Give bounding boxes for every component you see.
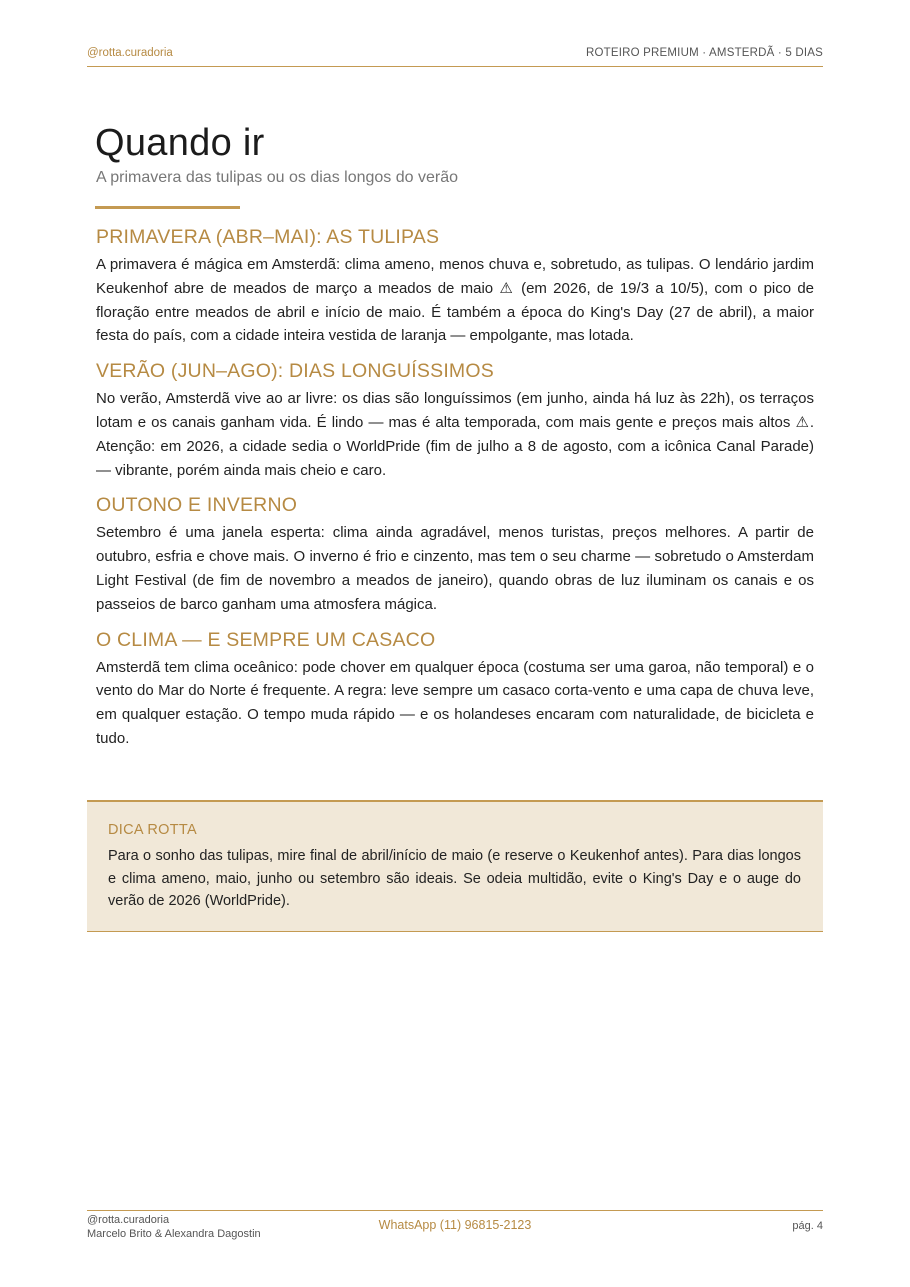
section-spring — [96, 226, 814, 348]
tip-title: DICA ROTTA — [108, 822, 197, 838]
section-climate — [96, 629, 814, 751]
tip-box — [87, 800, 823, 932]
tip-body: Para o sonho das tulipas, mire final de abril/início de maio (e reserve o Keukenhof antes). Para dias longos e clima ameno, maio, junho ou setembro são ideais. Se odeia multidão, evite o King's Day e o auge do verão de 2026 (WorldPride). — [108, 848, 801, 909]
footer-whatsapp-contact: WhatsApp (11) 96815-2123 — [378, 1218, 532, 1232]
footer-handle: @rotta.curadoria — [87, 1214, 170, 1226]
section-heading: PRIMAVERA (ABR–MAI): AS TULIPAS — [96, 226, 440, 248]
title-underline — [95, 206, 240, 209]
page-number: pág. 4 — [792, 1220, 823, 1232]
section-body: No verão, Amsterdã vive ao ar livre: os dias são longuíssimos (em junho, ainda há luz às 22h), os terraços lotam e os canais ganham vida. É lindo — mas é alta temporada, com mais gente e preços mais altos ⚠. Atenção: em 2026, a cidade sedia o WorldPride (fim de julho a 8 de agosto, com a icônica Canal Parade) — vibrante, porém ainda mais cheio e caro. — [96, 390, 814, 479]
page-footer — [87, 1210, 823, 1251]
section-body: Amsterdã tem clima oceânico: pode chover em qualquer época (costuma ser uma garoa, não temporal) e o vento do Mar do Norte é frequente. A regra: leve sempre um casaco corta-vento e uma capa de chuva leve, em qualquer estação. O tempo muda rápido — e os holandeses encaram com naturalidade, de bicicleta e tudo. — [96, 658, 814, 747]
section-body: A primavera é mágica em Amsterdã: clima ameno, menos chuva e, sobretudo, as tulipas. O lendário jardim Keukenhof abre de meados de março a meados de maio ⚠ (em 2026, de 19/3 a 10/5), com o pico de floração entre meados de abril e início de maio. É também a época do King's Day (27 de abril), a maior festa do país, com a cidade inteira vestida de laranja — empolgante, mas lotada. — [96, 256, 814, 345]
section-body: Setembro é uma janela esperta: clima ainda agradável, menos turistas, preços melhores. A partir de outubro, esfria e chove mais. O inverno é frio e cinzento, mas tem o seu charme — sobretudo o Amsterdam Light Festival (de fim de novembro a meados de janeiro), quando obras de luz iluminam os canais e os passeios de barco ganham uma atmosfera mágica. — [96, 524, 814, 613]
main-content — [96, 226, 814, 763]
page-title: Quando ir — [95, 122, 265, 164]
section-summer — [96, 360, 814, 482]
brand-handle: @rotta.curadoria — [87, 47, 173, 59]
page-subtitle: A primavera das tulipas ou os dias longos do verão — [96, 169, 458, 186]
section-heading: O CLIMA — E SEMPRE UM CASACO — [96, 628, 436, 651]
document-label: ROTEIRO PREMIUM · AMSTERDÃ · 5 DIAS — [585, 47, 823, 59]
section-autumn-winter — [96, 494, 814, 616]
page-header — [87, 40, 823, 67]
section-heading: OUTONO E INVERNO — [96, 494, 298, 517]
section-heading: VERÃO (JUN–AGO): DIAS LONGUÍSSIMOS — [96, 360, 494, 383]
footer-authors: Marcelo Brito & Alexandra Dagostin — [87, 1227, 261, 1240]
